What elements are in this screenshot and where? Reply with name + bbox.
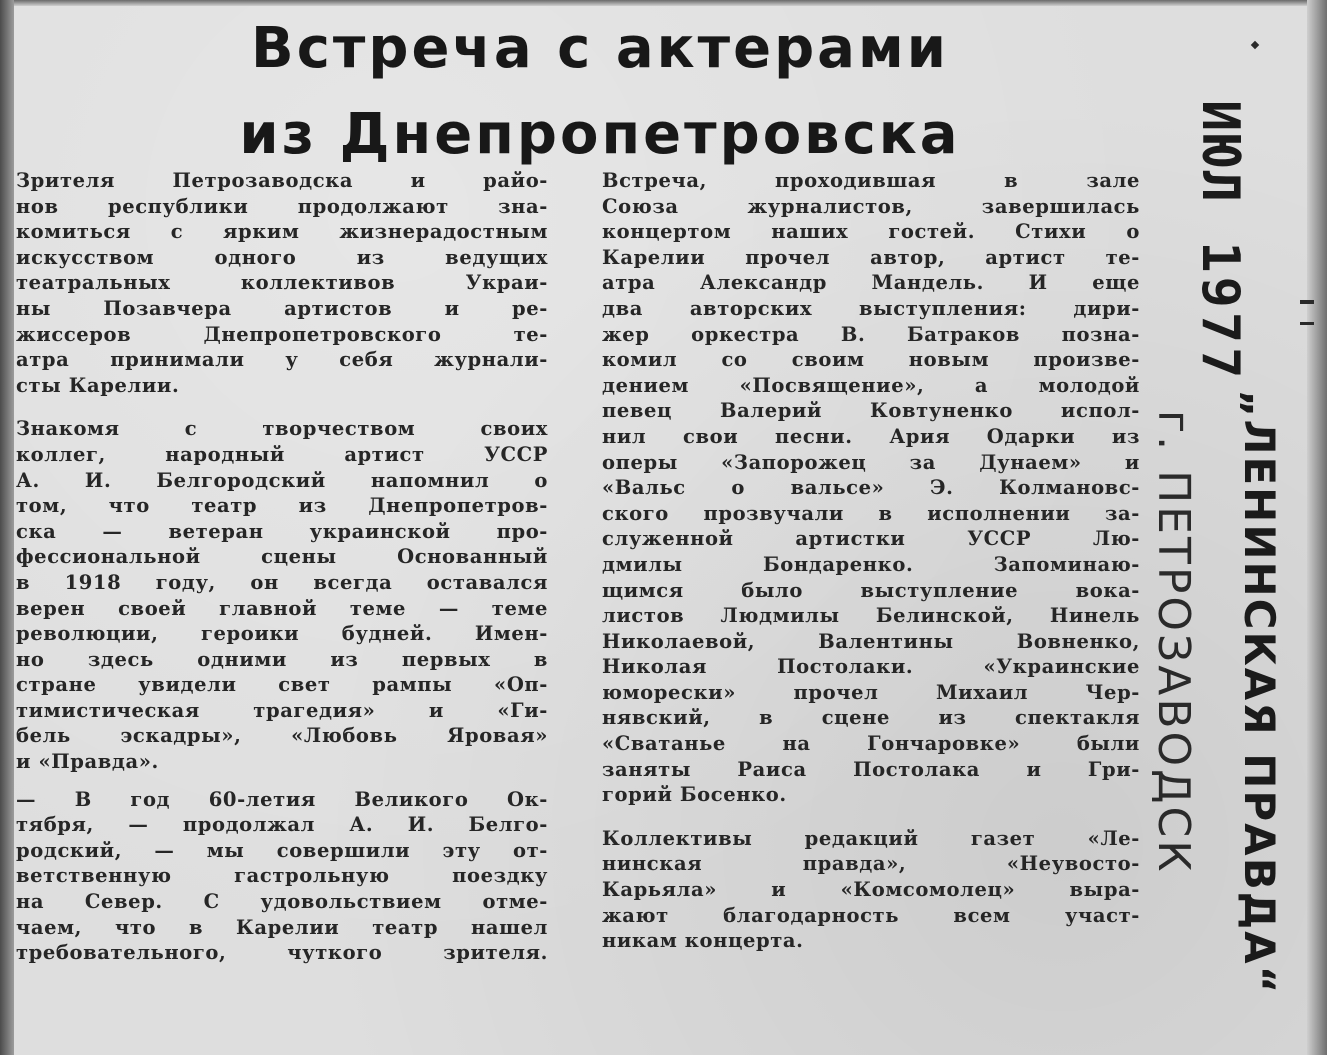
- article-headline: [150, 6, 1050, 178]
- text-line: атра принимали у себя журнали-: [16, 348, 548, 372]
- text-line: оперы «Запорожец за Дунаем» и: [602, 450, 1140, 474]
- text-line: «Вальс о вальсе» Э. Колмановс-: [602, 476, 1140, 500]
- text-line: верен своей главной теме — теме: [16, 596, 548, 620]
- paragraph-2: [16, 416, 548, 774]
- text-line: дением «Посвящение», а молодой: [602, 373, 1140, 397]
- text-line: ска — ветеран украинской про-: [16, 519, 548, 543]
- text-line: дмилы Бондаренко. Запоминаю-: [602, 552, 1140, 576]
- margin-mark: [1251, 41, 1259, 49]
- text-line: нявский, в сцене из спектакля: [602, 706, 1140, 730]
- text-line: горий Босенко.: [602, 783, 787, 807]
- text-line: нил свои песни. Ария Одарки из: [602, 424, 1140, 448]
- text-line: требовательного, чуткого зрителя.: [16, 941, 548, 965]
- text-line: Встреча, проходившая в зале: [602, 169, 1140, 192]
- text-line: «Сватанье на Гончаровке» были: [602, 732, 1140, 756]
- text-line: Знакомя с творчеством своих: [16, 417, 548, 441]
- text-line: заняты Раиса Постолака и Гри-: [602, 757, 1140, 781]
- headline-line-2: из Днепропетровска: [239, 102, 961, 167]
- text-line: нинская правда», «Неувосто-: [602, 852, 1140, 876]
- paragraph-1: [16, 168, 548, 398]
- text-line: ветственную гастрольную поездку: [16, 864, 548, 888]
- text-line: два авторских выступления: дири-: [602, 296, 1140, 320]
- text-line: чаем, что в Карелии театр нашел: [16, 915, 548, 939]
- article-column-left: [16, 168, 548, 978]
- text-line: никам концерта.: [602, 929, 804, 953]
- text-line: на Север. С удовольствием отме-: [16, 890, 548, 914]
- text-line: концертом наших гостей. Стихи о: [602, 220, 1140, 244]
- text-line: Союза журналистов, завершилась: [602, 194, 1140, 218]
- text-line: ского прозвучали в исполнении за-: [602, 501, 1140, 525]
- headline-line-1: Встреча с актерами: [251, 16, 949, 81]
- clipping-stamp: [1148, 100, 1295, 996]
- text-line: атра Александр Мандель. И еще: [602, 271, 1140, 295]
- text-line: щимся было выступление вока-: [602, 578, 1140, 602]
- text-line: листов Людмилы Белинской, Нинель: [602, 604, 1140, 628]
- text-line: тимистическая трагедия» и «Ги-: [16, 698, 548, 722]
- text-line: и «Правда».: [16, 750, 159, 774]
- text-line: том, что театр из Днепропетров-: [16, 494, 548, 518]
- text-line: коллег, народный артист УССР: [16, 442, 548, 466]
- text-line: жиссеров Днепропетровского те-: [16, 322, 548, 346]
- text-line: комил со своим новым произве-: [602, 348, 1140, 372]
- text-line: жер оркестра В. Батраков позна-: [602, 322, 1140, 346]
- stamp-newspaper-name: „ЛЕНИНСКАЯ ПРАВДА“: [1235, 390, 1284, 996]
- text-line: жают благодарность всем участ-: [602, 903, 1140, 927]
- paper-edge-left: [0, 0, 14, 1055]
- paragraph-4: [602, 168, 1140, 808]
- text-line: Николая Постолаки. «Украинские: [602, 655, 1140, 679]
- text-line: Коллективы редакций газет «Ле-: [602, 826, 1140, 850]
- text-line: сты Карелии.: [16, 373, 180, 397]
- paper-edge-right: [1307, 0, 1327, 1055]
- text-line: искусством одного из ведущих: [16, 245, 548, 269]
- text-line: театральных коллективов Украи-: [16, 271, 548, 295]
- text-line: фессиональной сцены Основанный: [16, 545, 548, 569]
- margin-mark: [1300, 300, 1314, 304]
- text-line: комиться с ярким жизнерадостным: [16, 220, 548, 244]
- text-line: певец Валерий Ковтуненко испол-: [602, 399, 1140, 423]
- text-line: ны Позавчера артистов и ре-: [16, 296, 548, 320]
- text-line: родский, — мы совершили эту от-: [16, 838, 548, 862]
- text-line: бель эскадры», «Любовь Яровая»: [16, 724, 548, 748]
- text-line: в 1918 году, он всегда оставался: [16, 570, 548, 594]
- text-line: но здесь одними из первых в: [16, 647, 548, 671]
- stamp-city: г. ПЕТРОЗАВОДСК: [1148, 410, 1199, 875]
- text-line: юморески» прочел Михаил Чер-: [602, 680, 1140, 704]
- paragraph-3: [16, 787, 548, 966]
- text-line: Карелии прочел автор, артист те-: [602, 245, 1140, 269]
- text-line: Зрителя Петрозаводска и райо-: [16, 169, 548, 192]
- text-line: Карьяла» и «Комсомолец» выра-: [602, 878, 1140, 902]
- text-line: Николаевой, Валентины Вовненко,: [602, 629, 1140, 653]
- text-line: стране увидели свет рампы «Оп-: [16, 673, 548, 697]
- text-line: служенной артистки УССР Лю-: [602, 527, 1140, 551]
- stamp-date: ИЮЛ 1977: [1190, 100, 1250, 383]
- text-line: революции, героики будней. Имен-: [16, 622, 548, 646]
- text-line: нов республики продолжают зна-: [16, 194, 548, 218]
- text-line: тября, — продолжал А. И. Белго-: [16, 813, 548, 837]
- text-line: — В год 60-летия Великого Ок-: [16, 787, 548, 811]
- paragraph-5: [602, 826, 1140, 954]
- margin-mark: [1300, 322, 1314, 325]
- text-line: А. И. Белгородский напомнил о: [16, 468, 548, 492]
- article-column-right: [602, 168, 1140, 966]
